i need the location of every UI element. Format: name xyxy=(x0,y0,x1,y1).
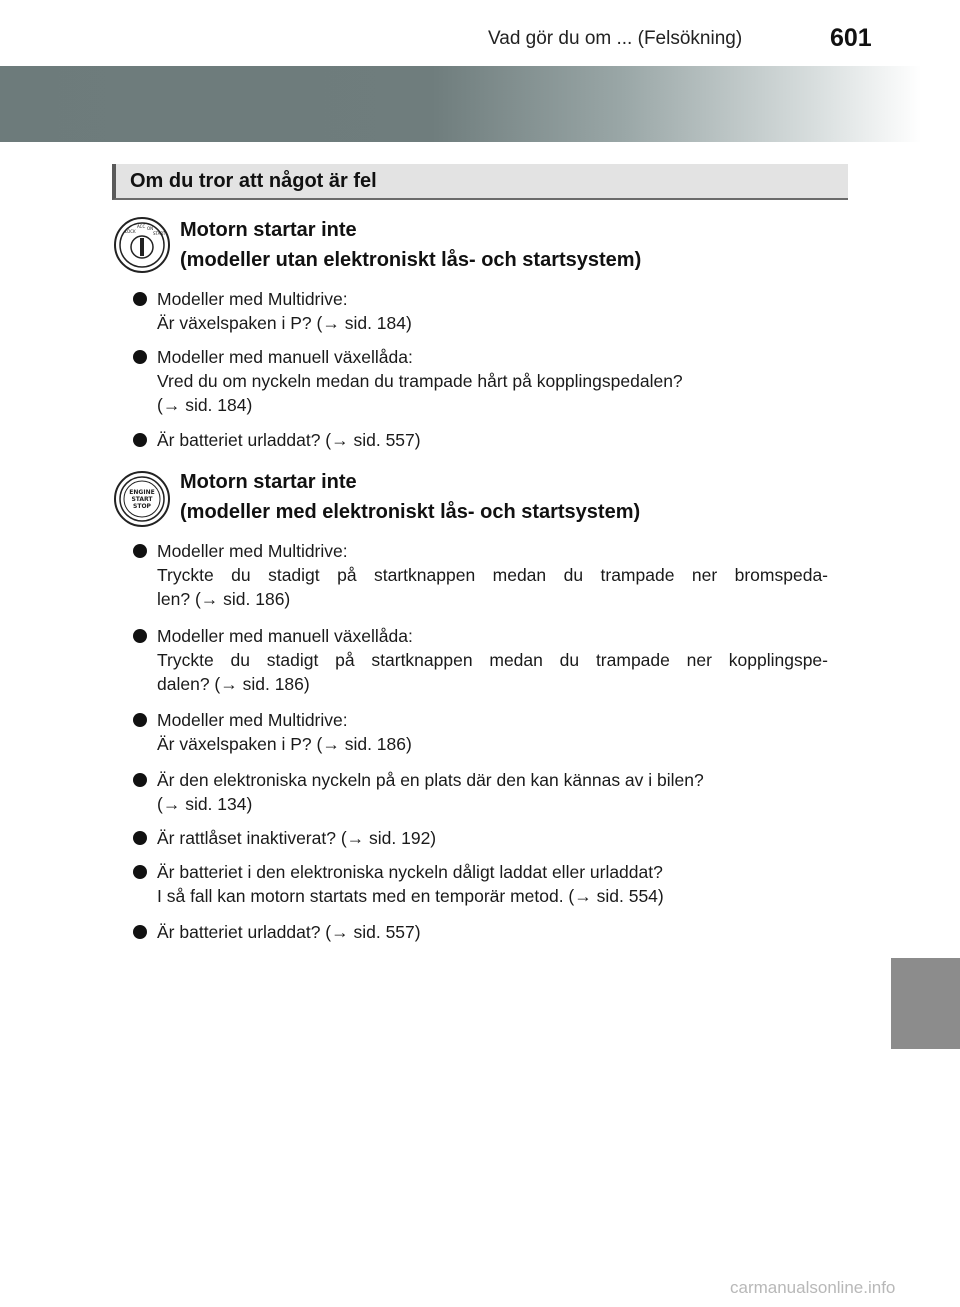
list-item: Är batteriet urladdat? (→ sid. 557) xyxy=(133,920,828,944)
subheading-line-1: Motorn startar inte xyxy=(180,471,357,493)
bullet-icon xyxy=(133,773,147,787)
list-item: Modeller med Multidrive: Är växelspaken i P? (→ sid. 186) xyxy=(133,708,828,756)
list-item: Modeller med Multidrive: Är växelspaken i P? (→ sid. 184) xyxy=(133,287,828,335)
list-item: Är rattlåset inaktiverat? (→ sid. 192) xyxy=(133,826,828,850)
svg-text:START: START xyxy=(153,231,166,236)
bullet-icon xyxy=(133,925,147,939)
chapter-side-tab xyxy=(891,958,960,1049)
section-header xyxy=(112,164,848,200)
bullet-icon xyxy=(133,350,147,364)
list-item: Är batteriet i den elektroniska nyckeln dåligt laddat eller urladdat? I så fall kan motorn startats med en temporär metod. (→ sid. 554) xyxy=(133,860,828,908)
svg-text:STOP: STOP xyxy=(133,503,151,510)
subheading-line-1: Motorn startar inte xyxy=(180,219,357,241)
list-item: Modeller med manuell växellåda: Tryckte du stadigt på startknappen medan du trampade ner kopplingspe- dalen? (→ sid. 186) xyxy=(133,624,828,696)
list-item: Är batteriet urladdat? (→ sid. 557) xyxy=(133,428,828,452)
bullet-icon xyxy=(133,629,147,643)
svg-text:ACC: ACC xyxy=(137,224,146,229)
ignition-key-switch-icon xyxy=(113,216,171,274)
engine-start-stop-button-icon xyxy=(113,470,171,528)
svg-text:LOCK: LOCK xyxy=(125,229,136,234)
svg-text:START: START xyxy=(131,496,153,503)
bullet-icon xyxy=(133,433,147,447)
list-item: Är den elektroniska nyckeln på en plats där den kan kännas av i bilen? (→ sid. 134) xyxy=(133,768,828,816)
list-item: Modeller med manuell växellåda: Vred du om nyckeln medan du trampade hårt på kopplingspedalen? (→ sid. 184) xyxy=(133,345,828,417)
bullet-icon xyxy=(133,544,147,558)
section-title: Om du tror att något är fel xyxy=(130,170,377,192)
subheading-smart-key xyxy=(180,467,640,527)
bullet-icon xyxy=(133,292,147,306)
header-banner xyxy=(0,66,960,142)
bullet-icon xyxy=(133,865,147,879)
watermark: carmanualsonline.info xyxy=(730,1278,896,1297)
subheading-no-smart-key xyxy=(180,215,641,275)
subheading-line-2: (modeller utan elektroniskt lås- och startsystem) xyxy=(180,249,642,271)
svg-text:ON: ON xyxy=(147,226,154,231)
svg-text:ENGINE: ENGINE xyxy=(129,489,155,496)
subheading-line-2: (modeller med elektroniskt lås- och startsystem) xyxy=(180,501,641,523)
list-item: Modeller med Multidrive: Tryckte du stadigt på startknappen medan du trampade ner bromspeda- len? (→ sid. 186) xyxy=(133,539,828,611)
page-number: 601 xyxy=(830,24,872,52)
bullet-icon xyxy=(133,831,147,845)
bullet-icon xyxy=(133,713,147,727)
running-header-title: Vad gör du om ... (Felsökning) xyxy=(488,28,743,49)
